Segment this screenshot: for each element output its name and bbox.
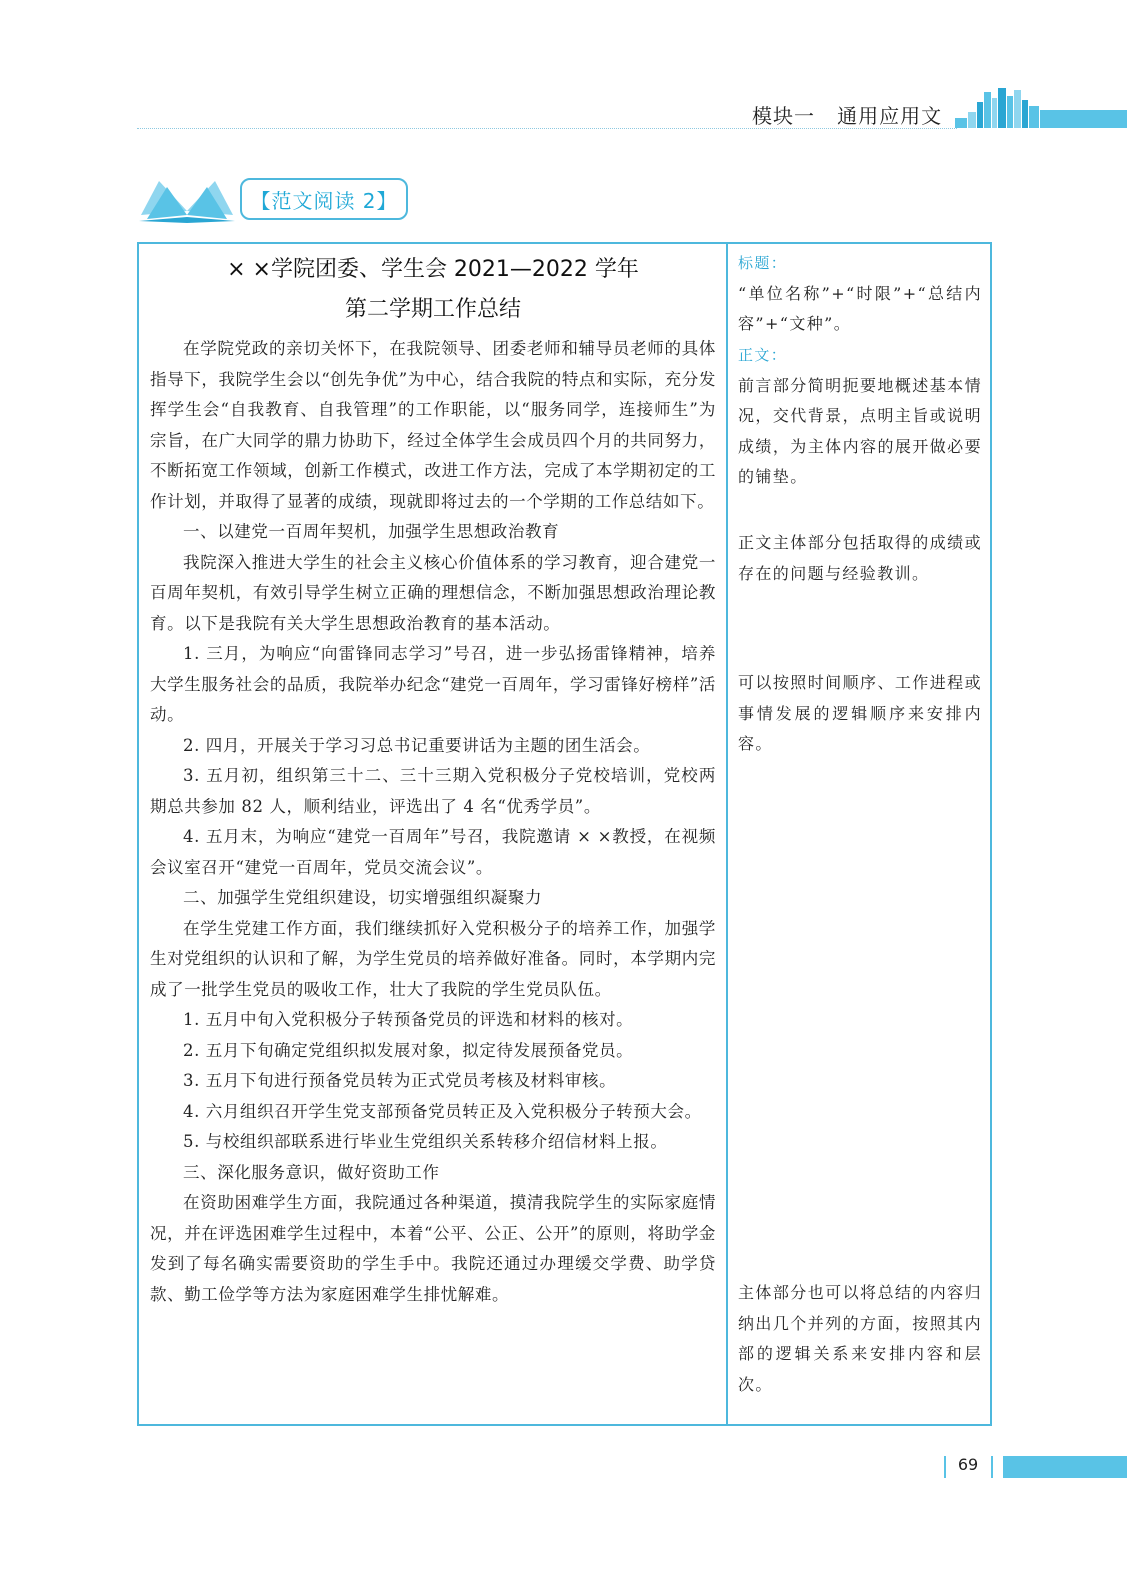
note-body — [738, 340, 982, 493]
note-title — [738, 248, 982, 340]
list-item: 4. 六月组织召开学生党支部预备党员转正及入党积极分子转预大会。 — [183, 1101, 702, 1121]
page-number: 69 — [957, 1455, 979, 1474]
paragraph: 在资助困难学生方面，我院通过各种渠道，摸清我院学生的实际家庭情况，并在评选困难学生过程中，本着“公平、公正、公开”的原则，将助学金发到了每名确实需要资助的学生手中。我院还通过办理缓交学费、助学贷款、勤工俭学等方法为家庭困难学生排忧解难。 — [150, 1193, 716, 1304]
section-heading: 二、加强学生党组织建设，切实增强组织凝聚力 — [183, 888, 543, 907]
list-item: 2. 四月，开展关于学习习总书记重要讲话为主题的团生活会。 — [183, 735, 651, 755]
list-item: 4. 五月末，为响应“建党一百周年”号召，我院邀请 × ×教授，在视频会议室召开“建党一百周年，党员交流会议”。 — [150, 827, 716, 877]
note-parallel — [738, 1278, 982, 1400]
note-text: 正文主体部分包括取得的成绩或存在的问题与经验教训。 — [738, 533, 982, 583]
list-item: 3. 五月下旬进行预备党员转为正式党员考核及材料审核。 — [183, 1071, 617, 1090]
page-separator-left — [944, 1456, 946, 1478]
article-title-line1: × ×学院团委、学生会 2021—2022 学年 — [227, 257, 639, 282]
section-label: 通用应用文 — [837, 104, 943, 128]
note-main-part — [738, 528, 982, 589]
list-item: 1. 三月，为响应“向雷锋同志学习”号召，进一步弘扬雷锋精神，培养大学生服务社会的品质，我院举办纪念“建党一百周年，学习雷锋好榜样”活动。 — [150, 644, 716, 724]
article-title-line2: 第二学期工作总结 — [344, 297, 521, 322]
header-rule — [137, 128, 957, 129]
books-icon — [955, 88, 1040, 128]
footer-accent-bar — [1003, 1456, 1127, 1478]
section-heading: 一、以建党一百周年契机，加强学生思想政治教育 — [183, 522, 560, 541]
page-separator-right — [991, 1456, 993, 1478]
paragraph: 我院深入推进大学生的社会主义核心价值体系的学习教育，迎合建党一百周年契机，有效引导学生树立正确的理想信念，不断加强思想政治理论教育。以下是我院有关大学生思想政治教育的基本活动。 — [150, 552, 716, 633]
column-divider — [726, 242, 728, 1426]
note-label: 正文： — [738, 346, 788, 364]
module-label: 模块一 — [752, 104, 815, 128]
paragraph: 在学生党建工作方面，我们继续抓好入党积极分子的培养工作，加强学生对党组织的认识和了解，为学生党员的培养做好准备。同时，本学期内完成了一批学生党员的吸收工作，壮大了我院的学生党员队伍。 — [150, 918, 716, 999]
note-text: 前言部分简明扼要地概述基本情况，交代背景，点明主旨或说明成绩，为主体内容的展开做必要的铺垫。 — [738, 375, 982, 486]
list-item: 2. 五月下旬确定党组织拟发展对象，拟定待发展预备党员。 — [183, 1040, 634, 1060]
header-accent-bar — [1040, 110, 1127, 128]
note-text: “单位名称”+“时限”+“总结内容”+“文种”。 — [738, 283, 982, 333]
article — [150, 250, 716, 1310]
note-text: 主体部分也可以将总结的内容归纳出几个并列的方面，按照其内部的逻辑关系来安排内容和层次。 — [738, 1283, 982, 1394]
section-tag: 【范文阅读 2】 — [240, 178, 408, 220]
list-item: 3. 五月初，组织第三十二、三十三期入党积极分子党校培训，党校两期总共参加 82 人，顺利结业，评选出了 4 名“优秀学员”。 — [150, 766, 716, 816]
section-heading: 三、深化服务意识，做好资助工作 — [183, 1162, 440, 1182]
open-book-icon — [137, 175, 237, 223]
list-item: 5. 与校组织部联系进行毕业生党组织关系转移介绍信材料上报。 — [183, 1132, 668, 1151]
note-order — [738, 668, 982, 760]
list-item: 1. 五月中旬入党积极分子转预备党员的评选和材料的核对。 — [183, 1010, 634, 1029]
note-text: 可以按照时间顺序、工作进程或事情发展的逻辑顺序来安排内容。 — [738, 673, 982, 753]
paragraph: 在学院党政的亲切关怀下，在我院领导、团委老师和辅导员老师的具体指导下，我院学生会以“创先争优”为中心，结合我院的特点和实际，充分发挥学生会“自我教育、自我管理”的工作职能，以“服务同学，连接师生”为宗旨，在广大同学的鼎力协助下，经过全体学生会成员四个月的共同努力，不断拓宽工作领域，创新工作模式，改进工作方法，完成了本学期初定的工作计划，并取得了显著的成绩，现就即将过去的一个学期的工作总结如下。 — [150, 339, 716, 511]
running-header — [752, 100, 942, 130]
note-label: 标题： — [738, 254, 788, 272]
